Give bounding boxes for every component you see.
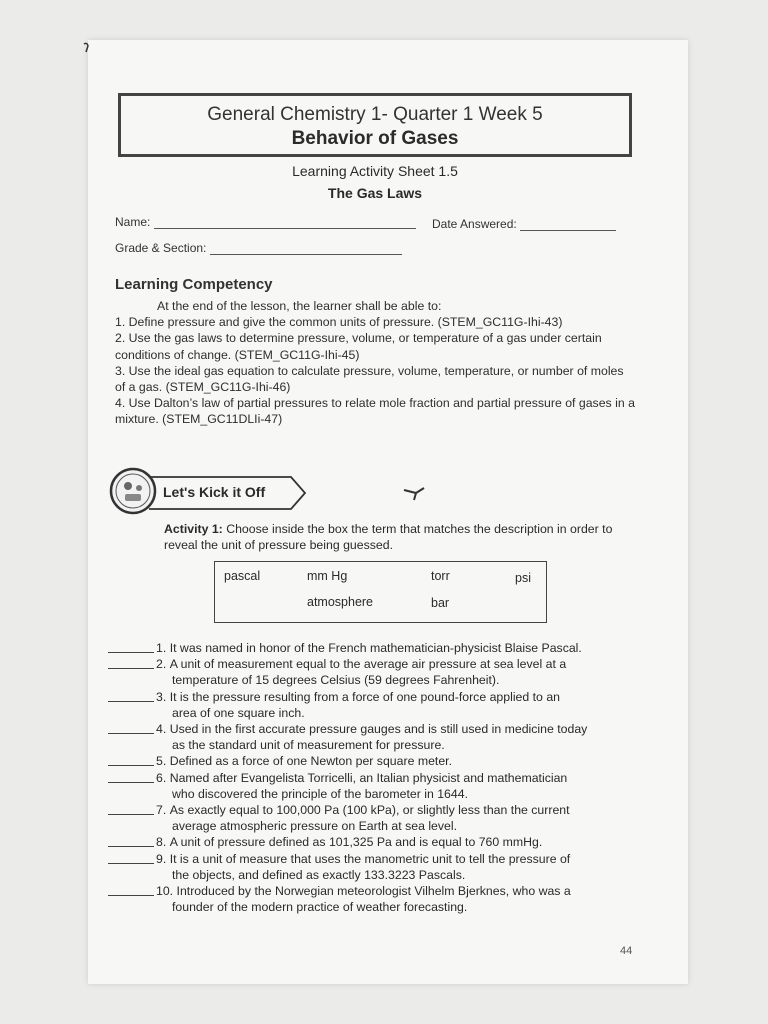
question-item [108,851,642,883]
question-item [108,640,642,656]
term-torr: torr [431,569,450,583]
question-number: 4. [156,722,167,737]
answer-blank[interactable] [108,883,154,896]
question-text: A unit of measurement equal to the average air pressure at sea level at a [169,657,567,672]
page-number: 44 [620,945,633,957]
competency-item: 3. Use the ideal gas equation to calculate pressure, volume, temperature, or number of moles of a gas. (STEM_GC11G-Ihi-46) [115,363,624,395]
question-continuation: area of one square inch. [172,705,305,720]
question-text: It was named in honor of the French mathematician-physicist Blaise Pascal. [169,641,582,655]
date-field[interactable] [432,217,616,231]
date-label: Date Answered: [432,217,517,231]
answer-blank[interactable] [108,770,154,783]
question-text: Named after Evangelista Torricelli, an Italian physicist and mathematician [169,770,568,785]
activity-label: Activity 1: [164,522,223,536]
question-text: Defined as a force of one Newton per square meter. [169,754,452,769]
activity-instruction [164,521,639,553]
sheet-title: Learning Activity Sheet 1.5 [292,163,458,179]
question-continuation: average atmospheric pressure on Earth at sea level. [172,819,458,834]
competency-item: 1. Define pressure and give the common units of pressure. (STEM_GC11G-Ihi-43) [115,315,563,330]
answer-blank[interactable] [108,656,154,669]
answer-blank[interactable] [108,834,154,847]
term-psi: psi [515,571,531,585]
question-item [108,802,642,834]
pen-mark-icon [402,484,428,502]
question-text: As exactly equal to 100,000 Pa (100 kPa), or slightly less than the current [169,803,570,818]
grade-line[interactable] [210,242,402,255]
competency-heading: Learning Competency [115,276,273,293]
question-number: 1. [156,641,167,655]
question-continuation: founder of the modern practice of weather forecasting. [172,900,468,915]
answer-blank[interactable] [108,851,154,864]
question-list [108,640,642,915]
question-continuation: who discovered the principle of the barometer in 1644. [172,786,468,801]
question-item [108,753,642,769]
kick-label: Let's Kick it Off [163,484,266,500]
question-item [108,689,642,721]
competency-item: 4. Use Dalton’s law of partial pressures to relate mole fraction and partial pressure of gases in a mixture. (STEM_GC11DLIi-47) [115,396,635,427]
competency-item: 2. Use the gas laws to determine pressure, volume, or temperature of a gas under certain conditions of change. (STEM_GC11G-Ihi-45) [115,331,602,362]
question-number: 10. [156,884,174,899]
term-box [214,561,547,623]
stray-mark-icon [78,40,98,60]
date-line[interactable] [520,218,616,231]
question-text: Used in the first accurate pressure gauges and is still used in medicine today [169,722,588,737]
kick-banner [109,465,309,515]
question-text: Introduced by the Norwegian meteorologist Vilhelm Bjerknes, who was a [176,884,571,899]
answer-blank[interactable] [108,640,154,653]
question-continuation: temperature of 15 degrees Celsius (59 degrees Fahrenheit). [172,673,500,688]
activity-text: Choose inside the box the term that matches the description in order to reveal the unit of pressure being guessed. [164,522,613,552]
question-item [108,656,642,688]
answer-blank[interactable] [108,802,154,815]
question-number: 8. [156,835,167,850]
answer-blank[interactable] [108,721,154,734]
term-atmosphere: atmosphere [307,595,374,609]
question-number: 9. [156,851,167,866]
question-continuation: the objects, and defined as exactly 133.3223 Pascals. [172,867,466,882]
title-box [118,93,632,157]
question-item [108,883,642,915]
topic-title: The Gas Laws [327,185,423,201]
question-number: 6. [156,770,167,785]
term-bar: bar [431,596,450,610]
name-field[interactable] [115,215,416,229]
term-mmhg: mm Hg [307,569,348,583]
question-item [108,770,642,802]
question-text: It is a unit of measure that uses the manometric unit to tell the pressure of [169,851,571,866]
unit-title: Behavior of Gases [291,128,459,149]
question-text: It is the pressure resulting from a force of one pound-force applied to an [169,689,560,704]
name-label: Name: [115,215,151,229]
grade-label: Grade & Section: [115,241,207,255]
question-number: 3. [156,689,167,704]
answer-blank[interactable] [108,689,154,702]
question-text: A unit of pressure defined as 101,325 Pa and is equal to 760 mmHg. [169,835,543,850]
term-pascal: pascal [224,569,261,583]
question-item [108,834,642,850]
competency-intro: At the end of the lesson, the learner shall be able to: [157,299,442,313]
question-number: 2. [156,657,167,672]
grade-field[interactable] [115,241,402,255]
question-item [108,721,642,753]
course-title: General Chemistry 1- Quarter 1 Week 5 [207,104,543,125]
answer-blank[interactable] [108,753,154,766]
question-number: 7. [156,803,167,818]
competency-body [115,298,635,428]
name-line[interactable] [154,216,416,229]
question-number: 5. [156,754,167,769]
question-continuation: as the standard unit of measurement for pressure. [172,738,445,753]
